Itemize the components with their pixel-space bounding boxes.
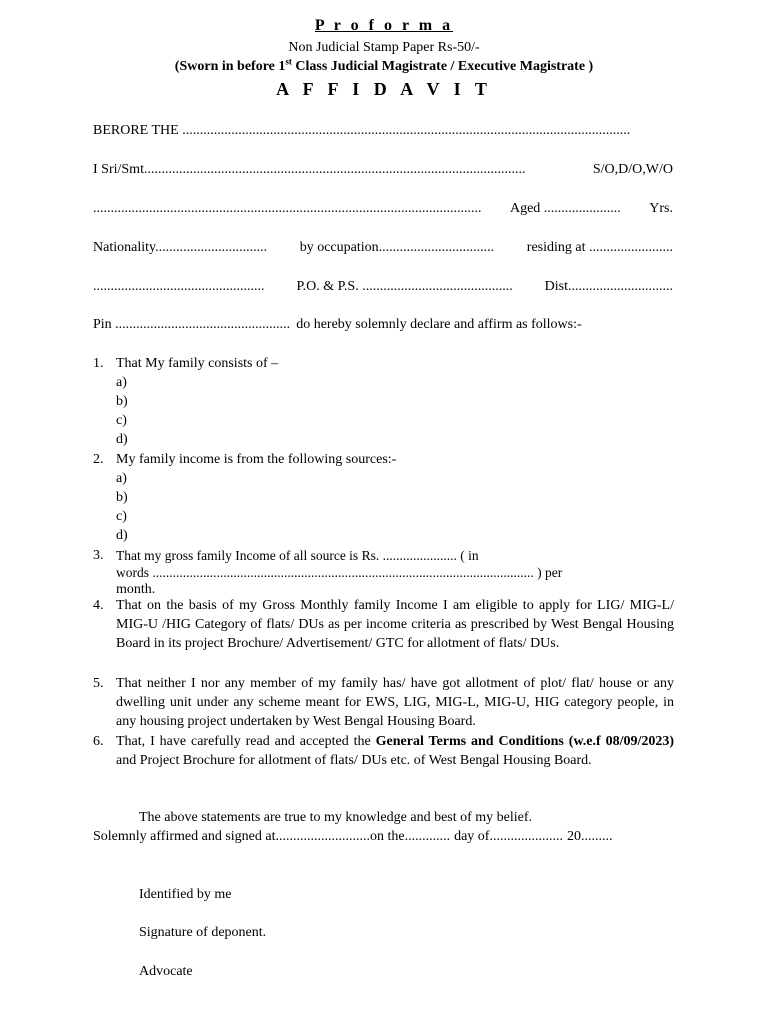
advocate-label: Advocate xyxy=(139,964,193,979)
item-4-number: 4. xyxy=(93,598,104,613)
item-3-number: 3. xyxy=(93,548,104,563)
deponent-signature-label: Signature of deponent. xyxy=(139,925,267,940)
item-2-sub-a: a) xyxy=(116,471,127,486)
declare-text: do hereby solemnly declare and affirm as follows:- xyxy=(296,317,582,332)
item-6-post: and Project Brochure for allotment of flats/ DUs etc. of West Bengal Housing Board. xyxy=(116,753,592,768)
age-line xyxy=(93,202,673,216)
item-1-sub-a: a) xyxy=(116,375,127,390)
stamp-paper-line: Non Judicial Stamp Paper Rs-50/- xyxy=(288,40,480,55)
item-4-text: That on the basis of my Gross Monthly family Income I am eligible to apply for LIG/ MIG-L/ MIG-U /HIG Category of flats/ DUs as per income criteria as prescribed by West Bengal Housing Board in its project Brochure/ Advertisement/ GTC for allotment of flats/ DUs. xyxy=(116,598,674,651)
affirm-place: Solemnly affirmed and signed at........................... xyxy=(93,829,370,844)
affirm-year: 20......... xyxy=(566,829,613,844)
sworn-line xyxy=(0,56,768,74)
item-6-number: 6. xyxy=(93,734,104,749)
nationality-line xyxy=(93,241,673,255)
item-3-line-2: words ................................................................................................................. ) per xyxy=(116,565,563,580)
proforma-heading: P r o f o r m a xyxy=(314,17,454,34)
sworn-pre: (Sworn in before 1 xyxy=(174,59,286,74)
item-2-sub-b: b) xyxy=(116,490,128,505)
years-label: Yrs. xyxy=(649,201,673,216)
affirm-date: on the............. xyxy=(369,829,451,844)
name-line xyxy=(93,163,673,177)
item-5-number: 5. xyxy=(93,676,104,691)
statement-text: The above statements are true to my knowledge and best of my belief. xyxy=(139,810,533,825)
before-line: BERORE THE ................................................................................................................................ xyxy=(93,123,631,138)
item-1-number: 1. xyxy=(93,356,104,371)
nationality-field: Nationality................................ xyxy=(93,240,268,255)
po-ps-field: P.O. & P.S. ........................................... xyxy=(296,279,513,294)
item-1-sub-b: b) xyxy=(116,394,128,409)
district-field: Dist.............................. xyxy=(544,279,673,294)
sworn-post: Class Judicial Magistrate / Executive Magistrate ) xyxy=(291,59,594,74)
item-6-pre: That, I have carefully read and accepted the xyxy=(116,734,376,749)
pin-field: Pin .................................................. xyxy=(93,317,291,332)
relation-label: S/O,D/O,W/O xyxy=(592,162,673,177)
sworn-sup: st xyxy=(285,56,292,67)
item-2-text: My family income is from the following sources:- xyxy=(116,452,397,467)
identified-by-label: Identified by me xyxy=(139,887,232,902)
name-field: I Sri/Smt............................................................................................................. xyxy=(93,162,526,177)
affirm-day: day of..................... xyxy=(454,829,563,844)
address-line xyxy=(93,280,673,294)
relation-name-field: ............................................................................................................... xyxy=(93,201,482,216)
affirm-line xyxy=(93,830,673,844)
item-3-line-1: That my gross family Income of all source is Rs. ...................... ( in xyxy=(116,548,479,563)
item-3-line-3: month. xyxy=(116,582,156,597)
item-1-sub-d: d) xyxy=(116,432,128,447)
aged-field: Aged ...................... xyxy=(509,201,621,216)
item-6-text xyxy=(116,732,674,770)
residing-field: residing at ........................ xyxy=(526,240,673,255)
item-2-sub-d: d) xyxy=(116,528,128,543)
item-1-text: That My family consists of – xyxy=(116,356,279,371)
affidavit-title: A F F I D A V I T xyxy=(276,79,492,99)
item-2-sub-c: c) xyxy=(116,509,127,524)
item-6-bold: General Terms and Conditions (w.e.f 08/09/2023) xyxy=(375,734,675,749)
address-field: ................................................. xyxy=(93,279,265,294)
item-2-number: 2. xyxy=(93,452,104,467)
item-5-text: That neither I nor any member of my family has/ have got allotment of plot/ flat/ house or any dwelling unit under any scheme meant for EWS, LIG, MIG-L, MIG-U, HIG category people, in any housing project undertaken by West Bengal Housing Board. xyxy=(116,676,674,729)
pin-line xyxy=(93,318,673,332)
item-1-sub-c: c) xyxy=(116,413,127,428)
occupation-field: by occupation................................. xyxy=(299,240,495,255)
